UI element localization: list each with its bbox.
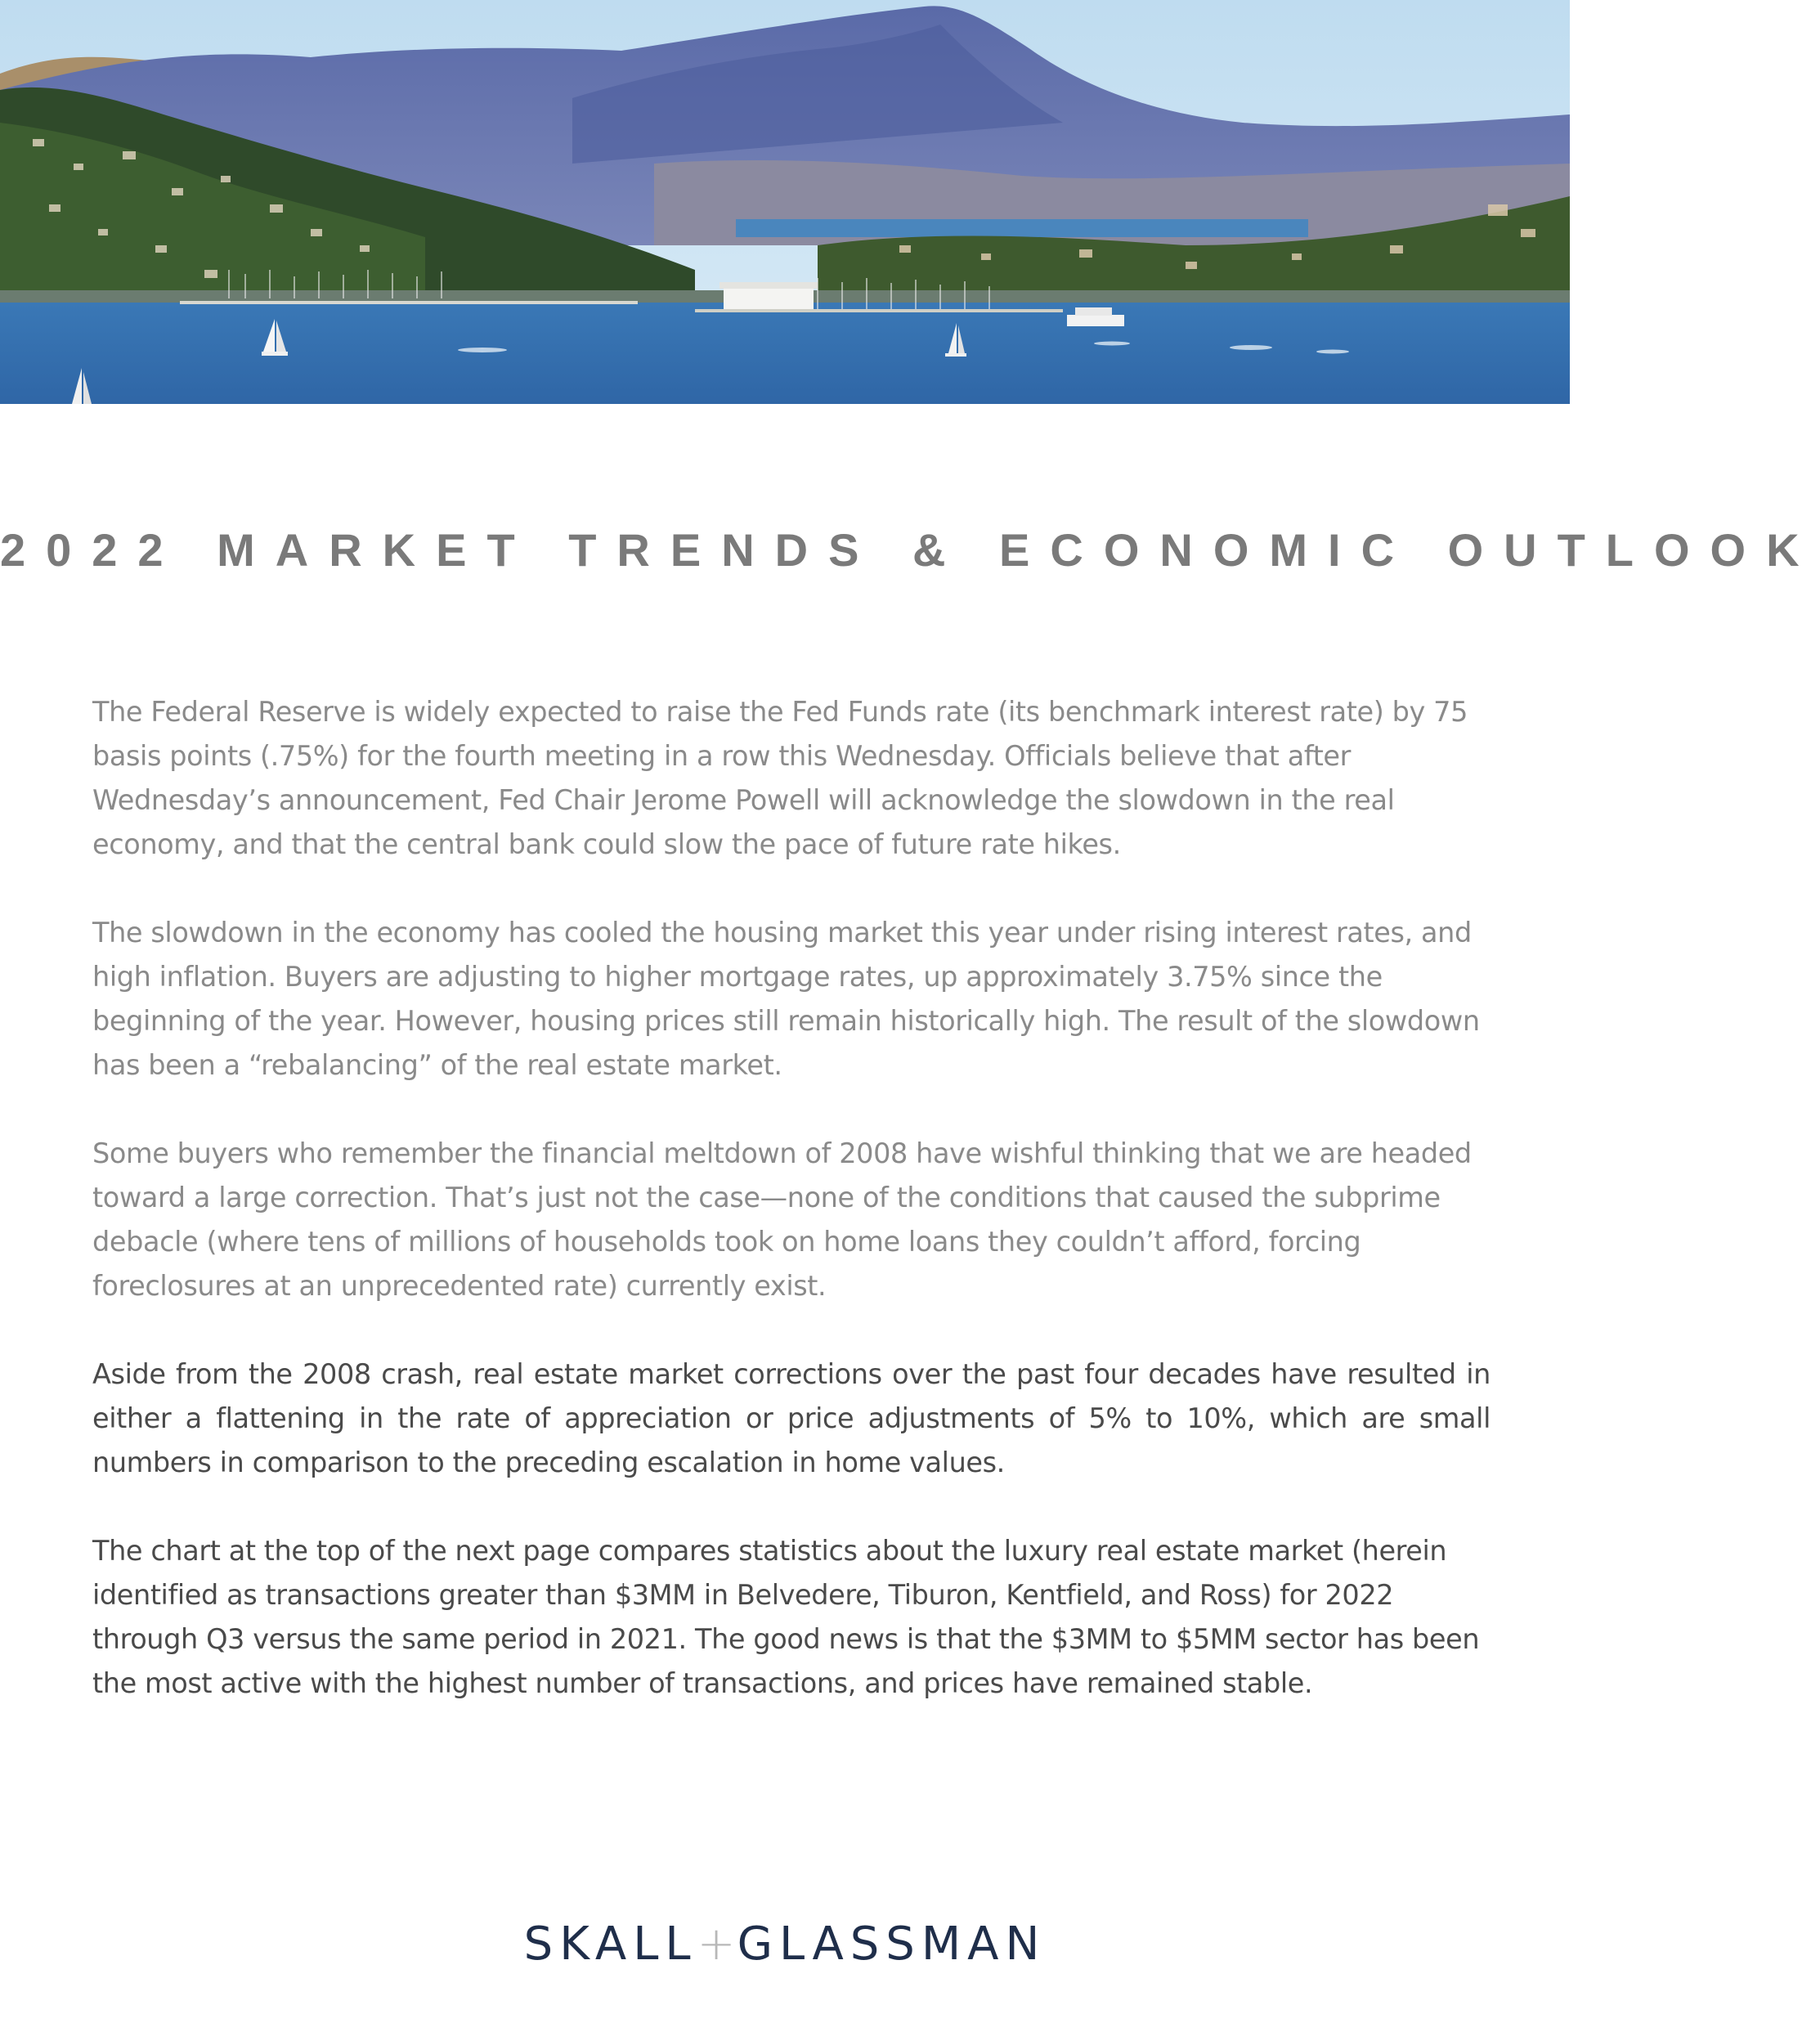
brand-left: SKALL [523, 1918, 697, 1971]
brand-right: GLASSMAN [737, 1918, 1047, 1971]
article-body [92, 690, 1491, 1750]
paragraph-2008-comparison: Some buyers who remember the financial meltdown of 2008 have wishful thinking that we are headed toward a large correction. That’s just not the case—none of the conditions that caused the subprime debacle (where tens of millions of households took on home loans they couldn’t afford, forcing foreclosures at an unprecedented rate) currently exist. [92, 1137, 1472, 1302]
paragraph-corrections: Aside from the 2008 crash, real estate market corrections over the past four decades have resulted in either a flattening in the rate of appreciation or price adjustments of 5% to 10%, which are small numbers in comparison to the preceding escalation in home values. [92, 1358, 1491, 1478]
hero-image [0, 0, 1570, 404]
brand-plus: + [697, 1918, 737, 1971]
paragraph-fed-rate: The Federal Reserve is widely expected to raise the Fed Funds rate (its benchmark interest rate) by 75 basis points (.75%) for the fourth meeting in a row this Wednesday. Officials believe that after Wednesday’s announcement, Fed Chair Jerome Powell will acknowledge the slowdown in the real economy, and that the central bank could slow the pace of future rate hikes. [92, 696, 1468, 860]
hero-landscape [0, 0, 1570, 404]
brand-logo [0, 1918, 1570, 1971]
paragraph-housing-slowdown: The slowdown in the economy has cooled the housing market this year under rising interest rates, and high inflation. Buyers are adjusting to higher mortgage rates, up approximately 3.75% since the beginning of the year. However, housing prices still remain historically high. The result of the slowdown has been a “rebalancing” of the real estate market. [92, 917, 1480, 1081]
page-title: 2022 MARKET TRENDS & ECONOMIC OUTLOOK [0, 524, 1820, 576]
paragraph-chart-intro: The chart at the top of the next page compares statistics about the luxury real estate market (herein identified as transactions greater than $3MM in Belvedere, Tiburon, Kentfield, and Ross) for 2022 through Q3 versus the same period in 2021. The good news is that the $3MM to $5MM sector has been the most active with the highest number of transactions, and prices have remained stable. [92, 1535, 1480, 1699]
